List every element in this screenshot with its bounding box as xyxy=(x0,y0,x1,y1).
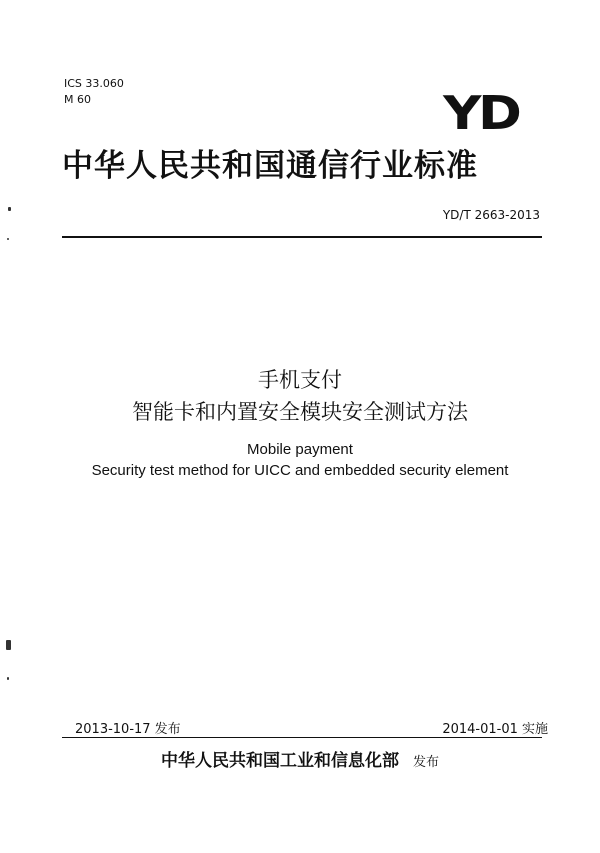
ministry-name: 中华人民共和国工业和信息化部 xyxy=(160,751,399,771)
publisher-row xyxy=(0,746,600,771)
implementation-date: 2014-01-01 实施 xyxy=(442,722,548,737)
scan-speck xyxy=(7,238,9,240)
scan-speck xyxy=(7,677,9,680)
title-en-line1: Mobile payment xyxy=(247,441,353,458)
classification-codes xyxy=(64,76,124,108)
ccs-code: M 60 xyxy=(64,93,91,106)
scan-speck xyxy=(6,640,11,650)
scan-speck xyxy=(8,207,11,211)
issue-date: 2013-10-17 发布 xyxy=(75,722,181,737)
standard-code: YD/T 2663-2013 xyxy=(442,208,540,222)
title-cn-line1: 手机支付 xyxy=(258,368,342,392)
title-cn-line2: 智能卡和内置安全模块安全测试方法 xyxy=(132,400,468,424)
header-divider xyxy=(62,236,542,238)
footer-divider xyxy=(62,737,542,738)
title-en-line2: Security test method for UICC and embedded security element xyxy=(91,462,509,479)
industry-standard-title: 中华人民共和国通信行业标准 xyxy=(62,148,478,184)
yd-logo: YD xyxy=(442,86,518,140)
publish-label: 发布 xyxy=(412,755,439,770)
ics-code: ICS 33.060 xyxy=(64,77,124,90)
